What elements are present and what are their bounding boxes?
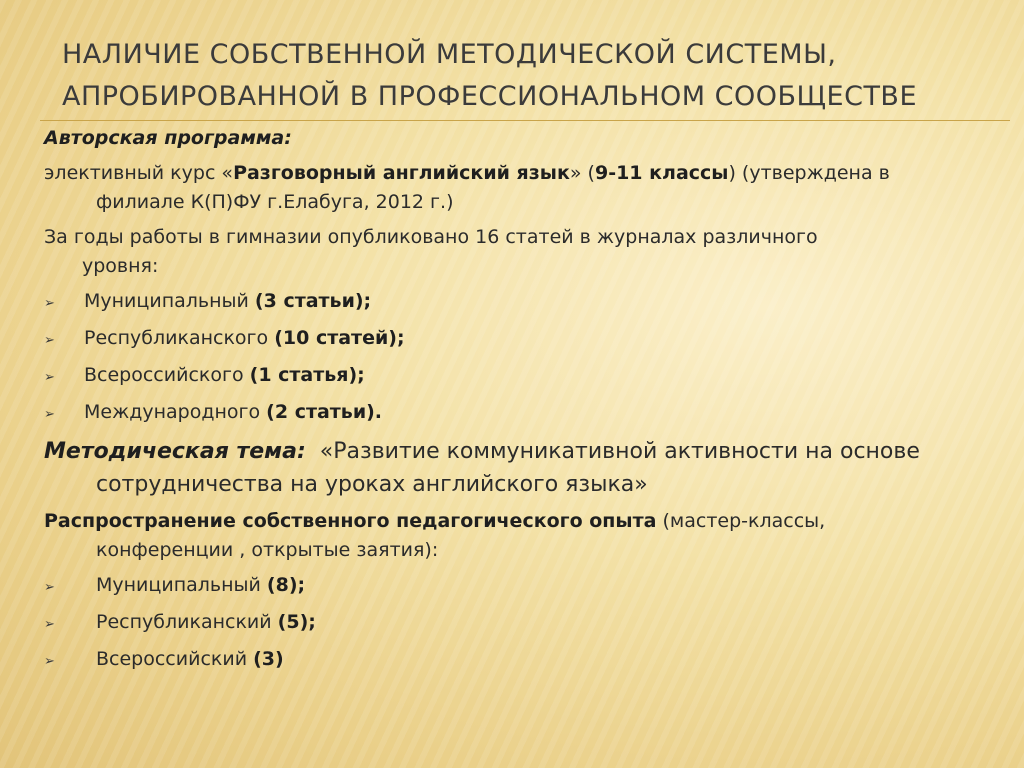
- list-item: [44, 645, 974, 676]
- exp-item-label: Всероссийский: [96, 648, 254, 670]
- theme-line1: «Развитие коммуникативной активности на основе: [319, 439, 920, 464]
- list-item: [44, 571, 974, 602]
- program-course-name: Разговорный английский язык: [233, 162, 570, 184]
- list-item: [44, 361, 974, 392]
- chevron-right-icon: ➢: [44, 617, 55, 632]
- slide-content: [44, 124, 974, 682]
- program-text-c: » (: [569, 162, 595, 184]
- theme-heading: Методическая тема:: [44, 439, 306, 464]
- pub-item-label: Всероссийского: [84, 364, 250, 386]
- pub-item-label: Международного: [84, 401, 267, 423]
- list-item: [44, 324, 974, 355]
- slide-title: [62, 34, 992, 118]
- program-heading: [44, 124, 974, 153]
- exp-item-label: Муниципальный: [96, 574, 267, 596]
- chevron-right-icon: ➢: [44, 407, 55, 422]
- exp-item-label: Республиканский: [96, 611, 278, 633]
- publications-line2: уровня:: [82, 255, 159, 277]
- exp-item-value: (3): [253, 648, 284, 670]
- experience-heading: Распространение собственного педагогического опыта: [44, 510, 657, 532]
- theme-line2: сотрудничества на уроках английского языка»: [96, 472, 648, 497]
- exp-item-value: (5);: [277, 611, 316, 633]
- title-line-2: АПРОБИРОВАННОЙ В ПРОФЕССИОНАЛЬНОМ СООБЩЕСТВЕ: [62, 81, 918, 112]
- chevron-right-icon: ➢: [44, 654, 55, 669]
- pub-item-value: (10 статей);: [274, 327, 405, 349]
- title-line-1: НАЛИЧИЕ СОБСТВЕННОЙ МЕТОДИЧЕСКОЙ СИСТЕМЫ,: [62, 39, 837, 70]
- chevron-right-icon: ➢: [44, 333, 55, 348]
- list-item: [44, 608, 974, 639]
- title-divider: [40, 120, 1010, 121]
- list-item: [44, 287, 974, 318]
- program-heading-text: Авторская программа:: [44, 127, 292, 149]
- program-text-line2: филиале К(П)ФУ г.Елабуга, 2012 г.): [96, 191, 454, 213]
- experience-line2: конференции , открытые заятия):: [96, 539, 439, 561]
- program-grades: 9-11 классы: [594, 162, 729, 184]
- publications-intro: [44, 223, 974, 281]
- pub-item-value: (2 статьи).: [266, 401, 383, 423]
- program-description: [44, 159, 974, 217]
- pub-item-label: Республиканского: [84, 327, 275, 349]
- chevron-right-icon: ➢: [44, 296, 55, 311]
- pub-item-value: (3 статьи);: [254, 290, 372, 312]
- chevron-right-icon: ➢: [44, 370, 55, 385]
- pub-item-label: Муниципальный: [84, 290, 255, 312]
- program-text-a: элективный курс «: [44, 162, 234, 184]
- experience-intro: [44, 507, 974, 565]
- pub-item-value: (1 статья);: [249, 364, 365, 386]
- list-item: [44, 398, 974, 429]
- publications-line1: За годы работы в гимназии опубликовано 16 статей в журналах различного: [44, 226, 818, 248]
- method-theme: [44, 435, 974, 501]
- experience-line1-rest: (мастер-классы,: [656, 510, 826, 532]
- program-text-e: ) (утверждена в: [728, 162, 890, 184]
- exp-item-value: (8);: [266, 574, 306, 596]
- chevron-right-icon: ➢: [44, 580, 55, 595]
